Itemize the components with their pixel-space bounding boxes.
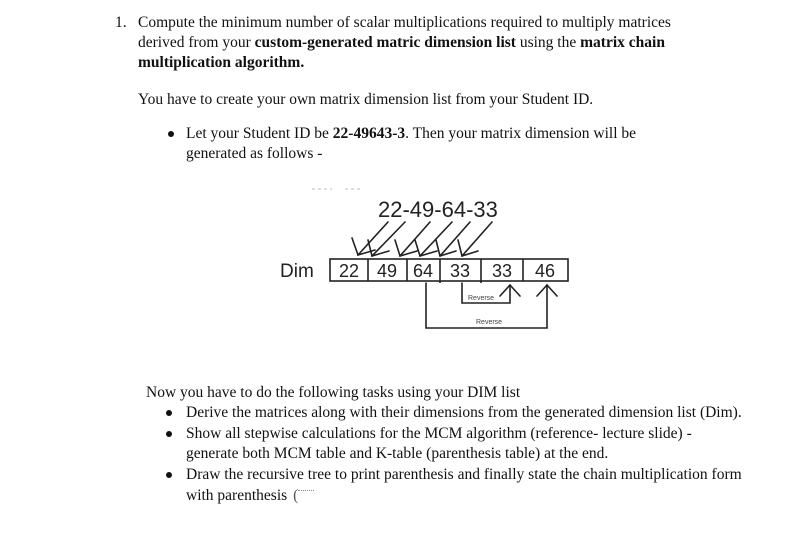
tasks-intro: Now you have to do the following tasks using your DIM list — [146, 384, 521, 401]
question-line-2-prefix: derived from your — [138, 34, 255, 51]
split-arrows — [352, 222, 492, 256]
bullet-task-1 — [166, 410, 172, 416]
create-instruction: You have to create your own matrix dimension list from your Student ID. — [138, 91, 594, 108]
dim-value-5: 33 — [491, 261, 513, 281]
student-id-prefix: Let your Student ID be — [186, 125, 333, 142]
bullet-task-3 — [166, 472, 172, 478]
question-line-3-bold: multiplication algorithm. — [138, 54, 305, 71]
cut-off-marks — [298, 490, 314, 497]
dim-value-1: 22 — [338, 261, 360, 281]
student-id-value: 22-49643-3 — [332, 125, 406, 142]
question-line-2-bold: custom-generated matric dimension list — [254, 34, 516, 51]
dim-value-2: 49 — [376, 261, 398, 281]
bullet-task-2 — [166, 431, 172, 437]
task-3-line-2-text: with parenthesis — [186, 487, 288, 504]
reverse-label-inner: Reverse — [468, 295, 495, 302]
question-line-2-bold-2: matrix chain — [580, 34, 665, 51]
dim-value-3: 64 — [412, 261, 434, 281]
student-id-suffix: . Then your matrix dimension will be — [405, 125, 637, 142]
reverse-label-outer: Reverse — [476, 319, 503, 326]
task-3-line-2 — [186, 486, 314, 506]
dim-value-4: 33 — [449, 261, 471, 281]
question-number: 1. — [115, 14, 127, 31]
id-split-text: 22-49-64-33 — [378, 197, 498, 222]
student-id-line-2: generated as follows - — [186, 145, 323, 162]
question-line-1: Compute the minimum number of scalar multiplications required to multiply matrices — [138, 14, 671, 31]
task-1-line-1: Derive the matrices along with their dimensions from the generated dimension list (Dim). — [186, 404, 742, 421]
task-3-line-1: Draw the recursive tree to print parenthesis and finally state the chain multiplication form — [186, 466, 742, 483]
cut-off-fragment: ( — [293, 487, 299, 504]
dim-value-6: 46 — [534, 261, 556, 281]
dim-label: Dim — [280, 261, 314, 282]
question-line-2-mid: using the — [515, 34, 581, 51]
task-2-line-1: Show all stepwise calculations for the MCM algorithm (reference- lecture slide) - — [186, 425, 692, 442]
task-2-line-2: generate both MCM table and K-table (parenthesis table) at the end. — [186, 445, 609, 462]
